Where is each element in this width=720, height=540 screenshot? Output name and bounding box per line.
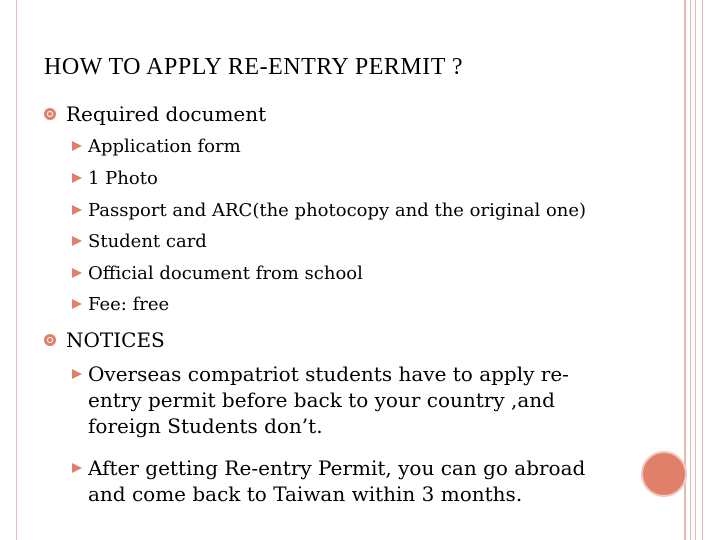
list-item-text: After getting Re-entry Permit, you can go abroad and come back to Taiwan within 3 months. [88, 456, 586, 506]
list-item [72, 136, 241, 157]
section-heading-required [44, 102, 266, 126]
list-item-text: Student card [88, 231, 207, 252]
list-item [72, 200, 586, 221]
decor-line [684, 0, 686, 540]
bullet-arrow-icon [72, 173, 82, 183]
list-item [72, 263, 363, 284]
list-item-text: Overseas compatriot students have to apply re-entry permit before back to your country ,and foreign Students don’t. [88, 362, 569, 438]
list-item [72, 455, 612, 507]
bullet-icon [44, 108, 56, 120]
decor-line [695, 0, 696, 540]
decor-circle-icon [641, 451, 687, 497]
list-item-text: 1 Photo [88, 168, 158, 189]
bullet-arrow-icon [72, 299, 82, 309]
list-item [72, 361, 592, 439]
list-item-text: Fee: free [88, 294, 170, 315]
list-item [72, 231, 207, 252]
bullet-icon [44, 334, 56, 346]
decor-line [690, 0, 691, 540]
list-item [72, 294, 169, 315]
bullet-arrow-icon [72, 463, 82, 473]
section-heading: NOTICES [66, 328, 165, 352]
section-heading: Required document [66, 102, 267, 126]
list-item [72, 168, 158, 189]
list-item-text: Official document from school [88, 263, 363, 284]
bullet-arrow-icon [72, 205, 82, 215]
list-item-text: Application form [88, 136, 241, 157]
bullet-arrow-icon [72, 369, 82, 379]
slide-title: HOW TO APPLY RE-ENTRY PERMIT ? [44, 54, 464, 80]
bullet-arrow-icon [72, 236, 82, 246]
bullet-arrow-icon [72, 268, 82, 278]
decor-line [702, 0, 703, 540]
bullet-arrow-icon [72, 141, 82, 151]
list-item-text: Passport and ARC(the photocopy and the original one) [88, 200, 587, 221]
section-heading-notices [44, 328, 165, 352]
